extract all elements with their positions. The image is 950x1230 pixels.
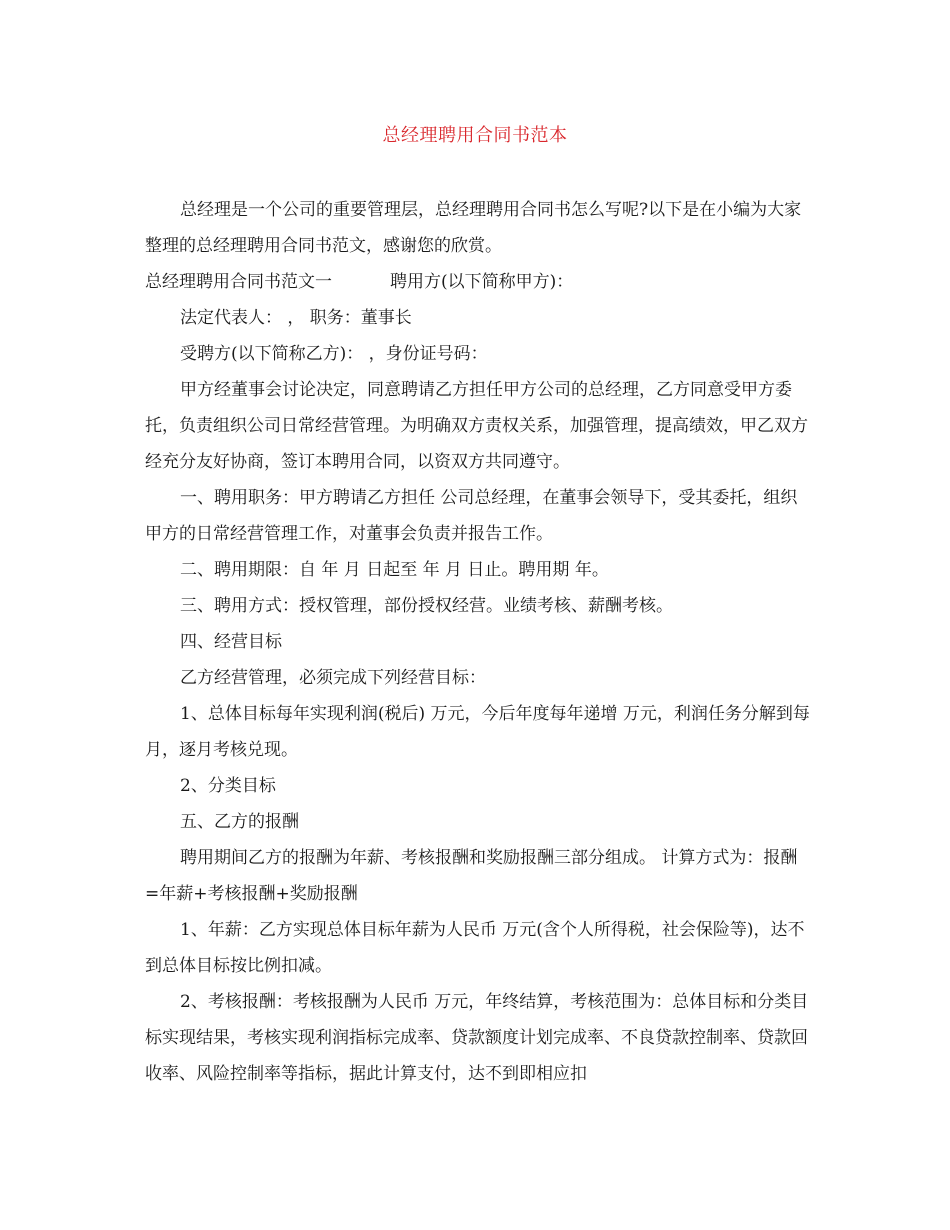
- clause-pay-item-2: 2、考核报酬：考核报酬为人民币 万元，年终结算，考核范围为：总体目标和分类目标实现结果，考核实现利润指标完成率、贷款额度计划完成率、不良贷款控制率、贷款回收率、风险控制率等指标，据此计算支付，达不到即相应扣: [145, 992, 809, 1084]
- preamble-paragraph: 甲方经董事会讨论决定，同意聘请乙方担任甲方公司的总经理，乙方同意受甲方委托，负责组织公司日常经营管理。为明确双方责权关系，加强管理，提高绩效，甲乙双方经充分友好协商，签订本聘用合同，以资双方共同遵守。: [145, 380, 808, 472]
- clause-goals-heading: 四、经营目标: [180, 632, 282, 652]
- employee-line: 受聘方(以下简称乙方)： ，身份证号码：: [180, 344, 488, 364]
- clause-pay-heading: 五、乙方的报酬: [180, 812, 299, 832]
- sample-heading-line: [145, 264, 810, 300]
- clause-position: 一、聘用职务：甲方聘请乙方担任 公司总经理，在董事会领导下，受其委托，组织甲方的日常经营管理工作，对董事会负责并报告工作。: [145, 488, 798, 544]
- clause-pay-item-1: 1、年薪：乙方实现总体目标年薪为人民币 万元(含个人所得税，社会保险等)，达不到总体目标按比例扣减。: [145, 920, 805, 976]
- clause-goals-item-2: 2、分类目标: [180, 776, 276, 796]
- intro-paragraph: 总经理是一个公司的重要管理层，总经理聘用合同书怎么写呢?以下是在小编为大家整理的总经理聘用合同书范文，感谢您的欣赏。: [145, 200, 802, 256]
- clause-method: 三、聘用方式：授权管理，部份授权经营。业绩考核、薪酬考核。: [180, 596, 673, 616]
- employer-line: 聘用方(以下简称甲方)：: [390, 272, 574, 292]
- clause-goals-intro: 乙方经营管理，必须完成下列经营目标：: [180, 668, 486, 688]
- sample-heading: 总经理聘用合同书范文一: [145, 272, 332, 292]
- document-title: 总经理聘用合同书范本: [382, 125, 568, 146]
- clause-pay-intro: 聘用期间乙方的报酬为年薪、考核报酬和奖励报酬三部分组成。 计算方式为：报酬=年薪+考核报酬+奖励报酬: [145, 848, 798, 904]
- clause-goals-item-1: 1、总体目标每年实现利润(税后) 万元，今后年度每年递增 万元，利润任务分解到每月，逐月考核兑现。: [145, 704, 810, 760]
- document-body: [145, 192, 810, 1092]
- legal-rep-line: 法定代表人： ， 职务：董事长: [180, 308, 412, 328]
- clause-term: 二、聘用期限：自 年 月 日起至 年 月 日止。聘用期 年。: [180, 560, 609, 580]
